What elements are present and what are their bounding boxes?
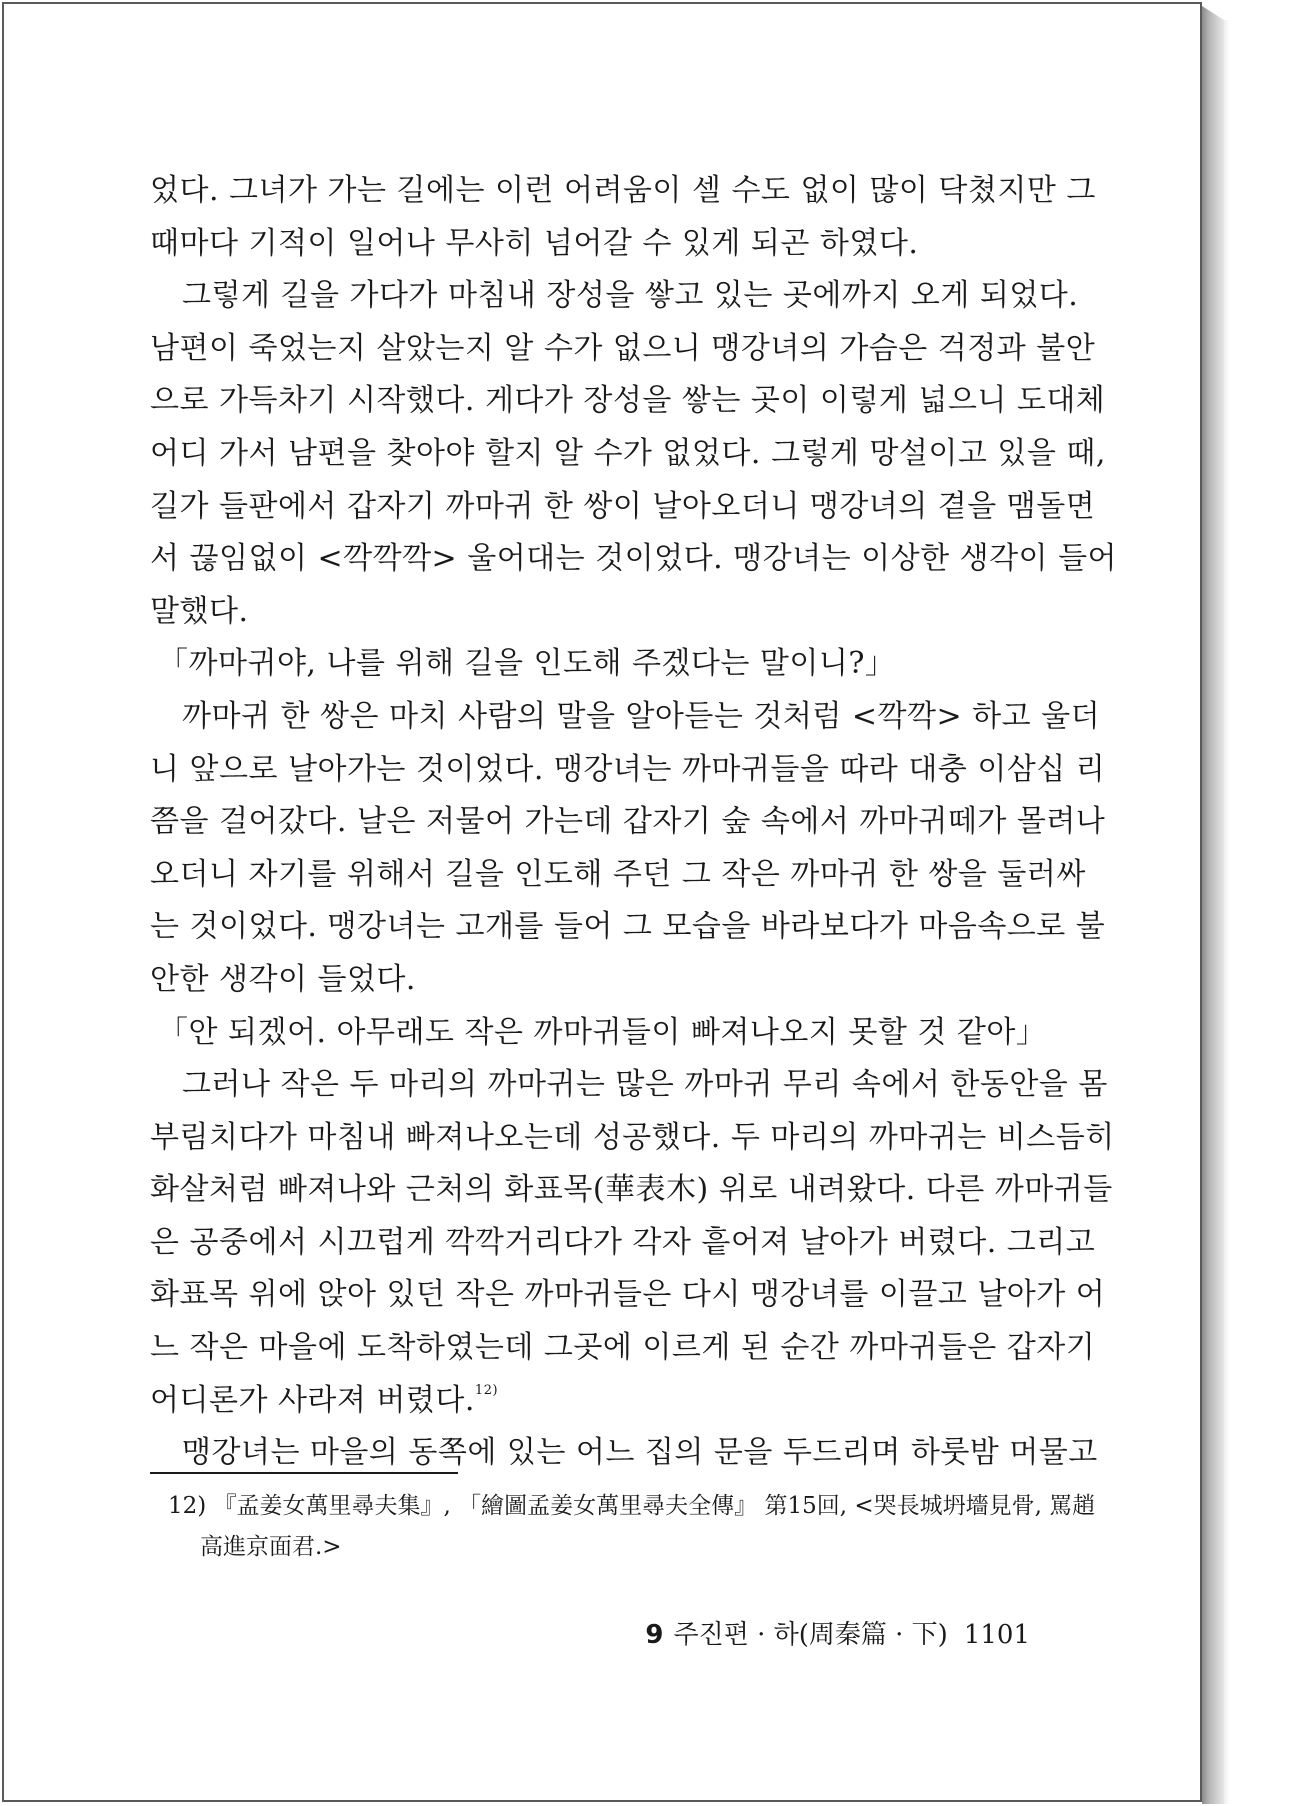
text-line: 까마귀 한 쌍은 마치 사람의 말을 알아듣는 것처럼 <깍깍> 하고 울더: [182, 698, 1101, 734]
text-line: [150, 1375, 1060, 1428]
quote-line: 「안 되겠어. 아무래도 작은 까마귀들이 빠져나오지 못할 것 같아」: [158, 1014, 1047, 1050]
footnote-line: 12) 『孟姜女萬里尋夫集』, 「繪圖孟姜女萬里尋夫全傳』 第15回, <哭長城坍墻見骨, 罵趙: [168, 1493, 1096, 1519]
text-line: 화표목 위에 앉아 있던 작은 까마귀들은 다시 맹강녀를 이끌고 날아가 어: [150, 1277, 1106, 1313]
text-line: 는 것이었다. 맹강녀는 고개를 들어 그 모습을 바라보다가 마음속으로 불: [150, 909, 1106, 945]
chapter-title: 주진편 · 하(周秦篇 · 下): [673, 1620, 948, 1650]
text-line: 길가 들판에서 갑자기 까마귀 한 쌍이 날아오더니 맹강녀의 곁을 맴돌면: [150, 488, 1096, 524]
text-line: 안한 생각이 들었다.: [150, 961, 416, 997]
text-line: 화살처럼 빠져나와 근처의 화표목(華表木) 위로 내려왔다. 다른 까마귀들: [150, 1172, 1113, 1208]
page-number: 1101: [963, 1620, 1030, 1650]
text-line: 말했다.: [150, 593, 249, 629]
text-line: 오더니 자기를 위해서 길을 인도해 주던 그 작은 까마귀 한 쌍을 둘러싸: [150, 856, 1086, 892]
page-stack-edge: [1202, 6, 1224, 1804]
text-line: 니 앞으로 날아가는 것이었다. 맹강녀는 까마귀들을 따라 대충 이삼십 리: [150, 751, 1106, 787]
footnote: [168, 1486, 1096, 1568]
text-line-content: 어디론가 사라져 버렸다.: [150, 1382, 475, 1418]
page-edge-shadow: [1224, 20, 1230, 1804]
text-line: 어디 가서 남편을 찾아야 할지 알 수가 없었다. 그렇게 망설이고 있을 때,: [150, 435, 1106, 471]
text-line: 었다. 그녀가 가는 길에는 이런 어려움이 셀 수도 없이 많이 닥쳤지만 그: [150, 173, 1096, 208]
text-line: 맹강녀는 마을의 동쪽에 있는 어느 집의 문을 두드리며 하룻밤 머물고: [182, 1435, 1098, 1471]
text-line: 느 작은 마을에 도착하였는데 그곳에 이르게 된 순간 까마귀들은 갑자기: [150, 1330, 1096, 1366]
text-line: 은 공중에서 시끄럽게 깍깍거리다가 각자 흩어져 날아가 버렸다. 그리고: [150, 1224, 1096, 1260]
text-line: 그렇게 길을 가다가 마침내 장성을 쌓고 있는 곳에까지 오게 되었다.: [182, 278, 1079, 314]
text-line: 으로 가득차기 시작했다. 게다가 장성을 쌓는 곳이 이렇게 넓으니 도대체: [150, 383, 1106, 419]
text-line: 부림치다가 마침내 빠져나오는데 성공했다. 두 마리의 까마귀는 비스듬히: [150, 1119, 1115, 1155]
text-line: 쯤을 걸어갔다. 날은 저물어 가는데 갑자기 숲 속에서 까마귀떼가 몰려나: [150, 804, 1106, 840]
running-footer: [640, 1614, 1030, 1651]
chapter-number: 9: [645, 1620, 664, 1650]
text-line: 서 끊임없이 <깍깍깍> 울어대는 것이었다. 맹강녀는 이상한 생각이 들어: [150, 541, 1118, 577]
body-text: [150, 165, 1118, 1480]
text-line: 때마다 기적이 일어나 무사히 넘어갈 수 있게 되곤 하였다.: [150, 225, 919, 261]
quote-line: 「까마귀야, 나를 위해 길을 인도해 주겠다는 말이니?」: [158, 646, 896, 682]
footnote-reference[interactable]: 12): [474, 1382, 499, 1398]
text-line: 그러나 작은 두 마리의 까마귀는 많은 까마귀 무리 속에서 한동안을 몸: [182, 1067, 1108, 1103]
footnote-divider: [150, 1472, 458, 1474]
text-line: 남편이 죽었는지 살았는지 알 수가 없으니 맹강녀의 가슴은 걱정과 불안: [150, 330, 1096, 366]
footnote-line: 高進京面君.>: [200, 1534, 342, 1560]
